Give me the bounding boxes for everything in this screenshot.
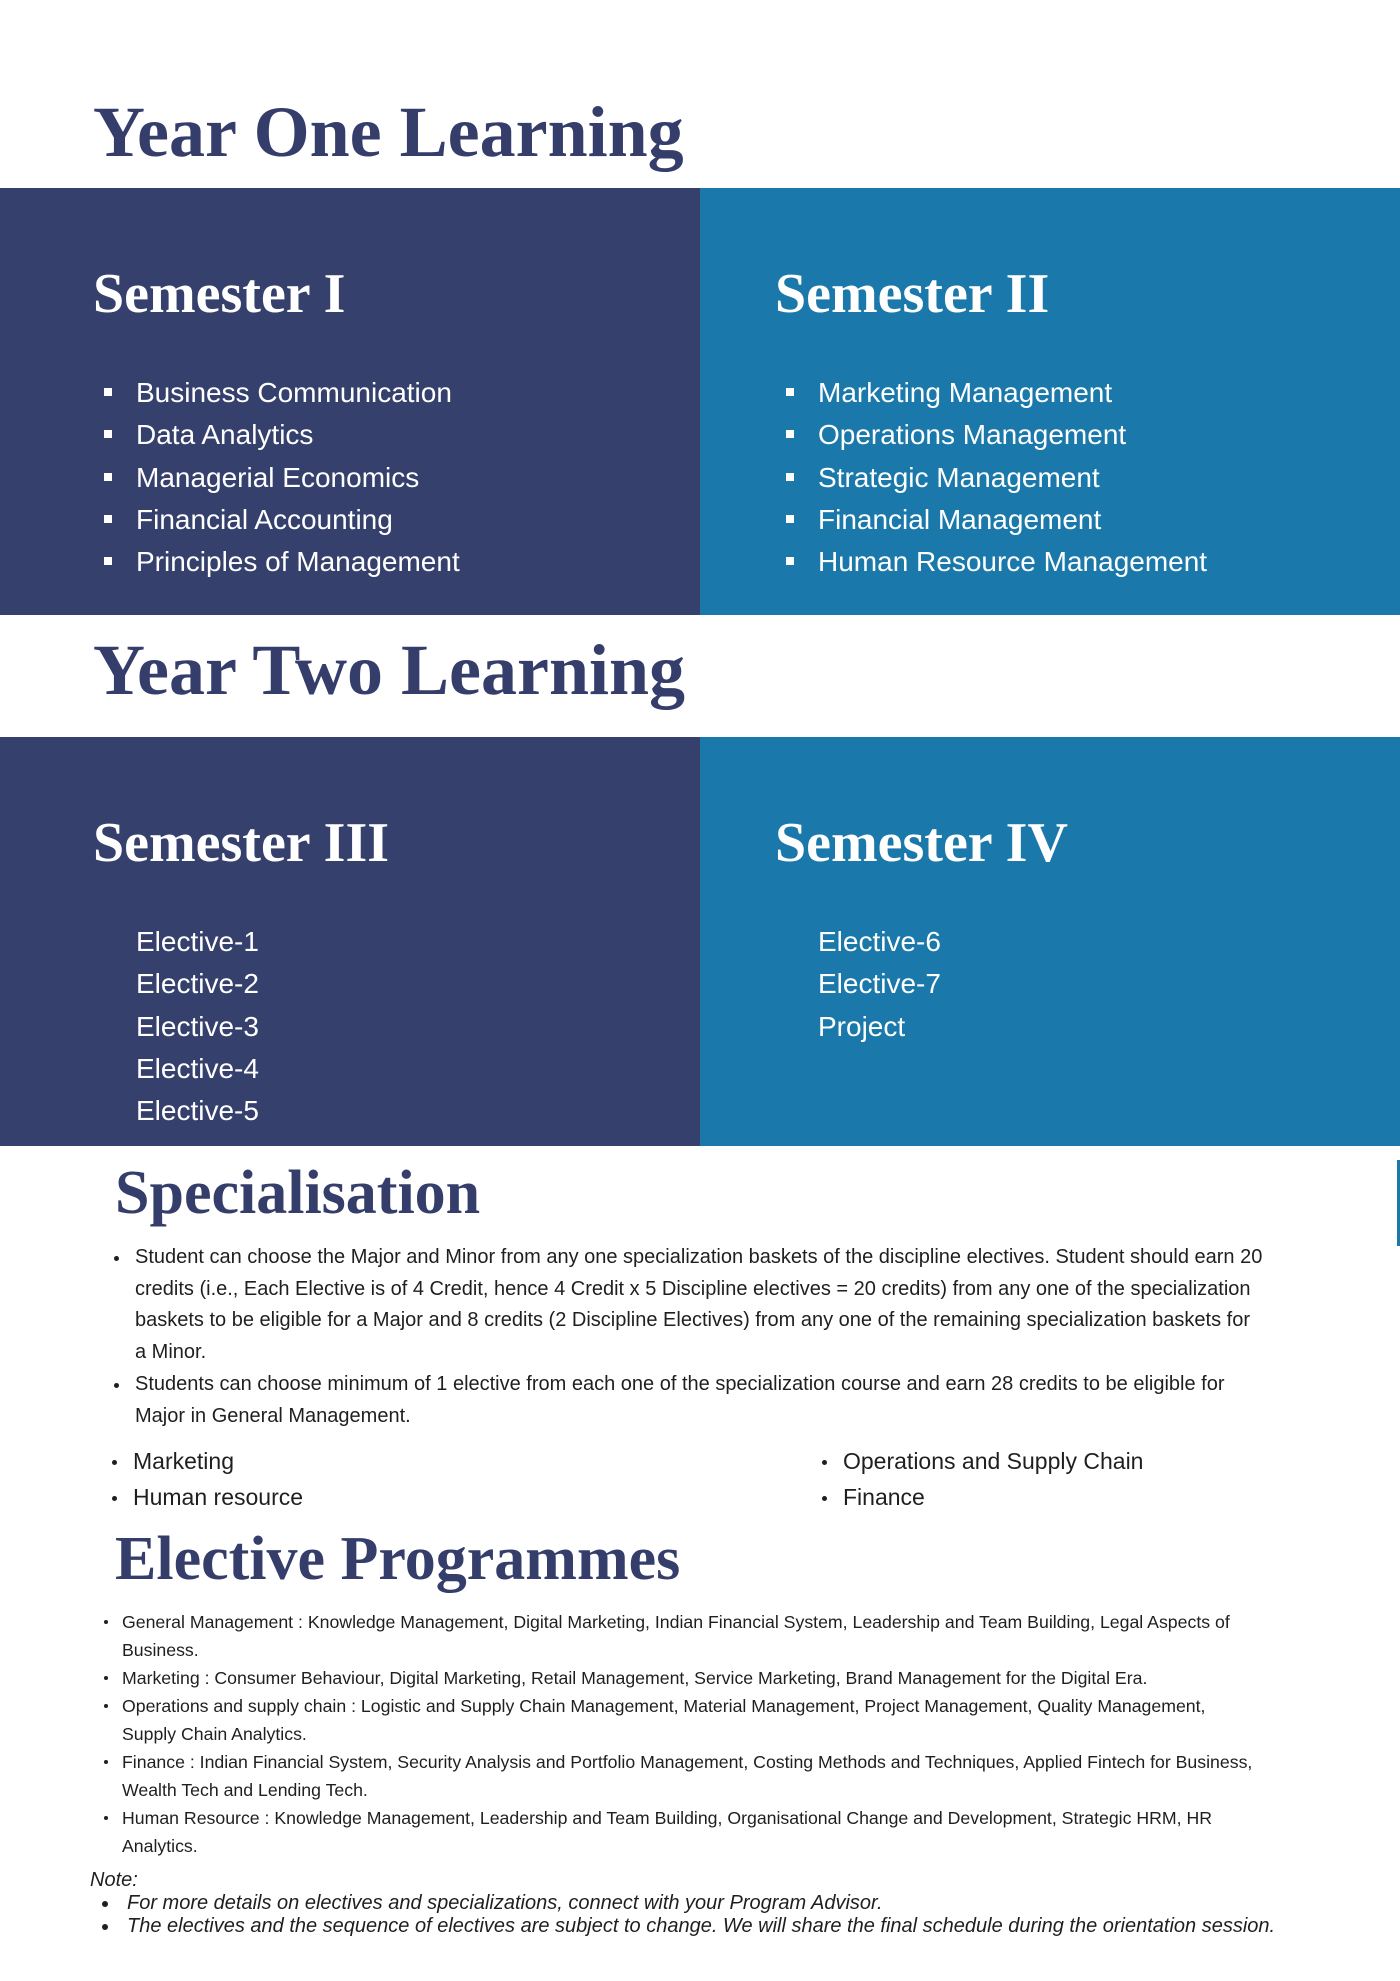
semester-1-course-list (136, 372, 460, 583)
elective-programmes-heading: Elective Programmes (115, 1525, 681, 1593)
elective-programme-item: Operations and supply chain : Logistic and Supply Chain Management, Material Management, Project Management, Quality Management, Supply Chain Analytics. (122, 1692, 1262, 1748)
course-item: Strategic Management (818, 457, 1207, 499)
course-item: Principles of Management (136, 541, 460, 583)
elective-programme-item: Marketing : Consumer Behaviour, Digital Marketing, Retail Management, Service Marketing, Brand Management for the Digital Era. (122, 1664, 1262, 1692)
course-item: Human Resource Management (818, 541, 1207, 583)
course-item: Project (818, 1010, 906, 1042)
course-item: Elective-4 (136, 1052, 259, 1084)
course-item: Financial Management (818, 499, 1207, 541)
course-item: Elective-3 (136, 1010, 259, 1042)
semester-1-title: Semester I (93, 263, 346, 325)
course-item: Data Analytics (136, 414, 460, 456)
basket-item: Human resource (133, 1479, 303, 1515)
course-item: Managerial Economics (136, 457, 460, 499)
elective-programmes-list (122, 1608, 1262, 1860)
semester-4-panel (700, 737, 1400, 1146)
course-item: Operations Management (818, 414, 1207, 456)
specialisation-point: Student can choose the Major and Minor from any one specialization baskets of the discipline electives. Student should earn 20 credits (i.e., Each Elective is of 4 Credit, hence 4 Credit x 5 Discipline electives = 20 credits) from any one of the specialization baskets to be eligible for a Major and 8 credits (2 Discipline Electives) from any one of the remaining specialization baskets for a Minor. (135, 1242, 1265, 1369)
specialisation-baskets-right (843, 1443, 1143, 1515)
elective-programme-item: General Management : Knowledge Management, Digital Marketing, Indian Financial System, Leadership and Team Building, Legal Aspects of Business. (122, 1608, 1262, 1664)
course-item: Elective-2 (136, 968, 259, 1000)
specialisation-baskets-left (133, 1443, 303, 1515)
course-item: Marketing Management (818, 372, 1207, 414)
course-item: Financial Accounting (136, 499, 460, 541)
year-one-band (0, 188, 1400, 615)
year-two-band (0, 737, 1400, 1146)
course-item: Elective-1 (136, 926, 259, 957)
note-item: For more details on electives and specializations, connect with your Program Advisor. (127, 1892, 1287, 1915)
semester-4-course-list (818, 921, 941, 1048)
semester-2-panel (700, 188, 1400, 615)
basket-item: Operations and Supply Chain (843, 1443, 1143, 1479)
year-two-heading: Year Two Learning (93, 630, 686, 710)
year-one-heading: Year One Learning (93, 92, 684, 172)
semester-3-title: Semester III (93, 812, 390, 874)
specialisation-heading: Specialisation (115, 1159, 481, 1227)
note-label: Note: (90, 1869, 138, 1891)
course-item: Elective-7 (818, 968, 941, 1000)
semester-3-panel (0, 737, 700, 1146)
elective-programme-item: Finance : Indian Financial System, Security Analysis and Portfolio Management, Costing Methods and Techniques, Applied Fintech for Business, Wealth Tech and Lending Tech. (122, 1748, 1262, 1804)
semester-4-title: Semester IV (775, 812, 1068, 874)
note-list (127, 1892, 1287, 1938)
course-item: Elective-6 (818, 926, 941, 957)
specialisation-points (135, 1242, 1265, 1432)
course-item: Business Communication (136, 372, 460, 414)
course-item: Elective-5 (136, 1095, 259, 1127)
basket-item: Marketing (133, 1443, 303, 1479)
semester-3-course-list (136, 921, 259, 1132)
basket-item: Finance (843, 1479, 1143, 1515)
elective-programme-item: Human Resource : Knowledge Management, Leadership and Team Building, Organisational Change and Development, Strategic HRM, HR Analytics. (122, 1804, 1262, 1860)
semester-2-course-list (818, 372, 1207, 583)
semester-1-panel (0, 188, 700, 615)
semester-2-title: Semester II (775, 263, 1050, 325)
note-item: The electives and the sequence of electives are subject to change. We will share the final schedule during the orientation session. (127, 1915, 1287, 1938)
specialisation-point: Students can choose minimum of 1 elective from each one of the specialization course and earn 28 credits to be eligible for Major in General Management. (135, 1369, 1265, 1432)
